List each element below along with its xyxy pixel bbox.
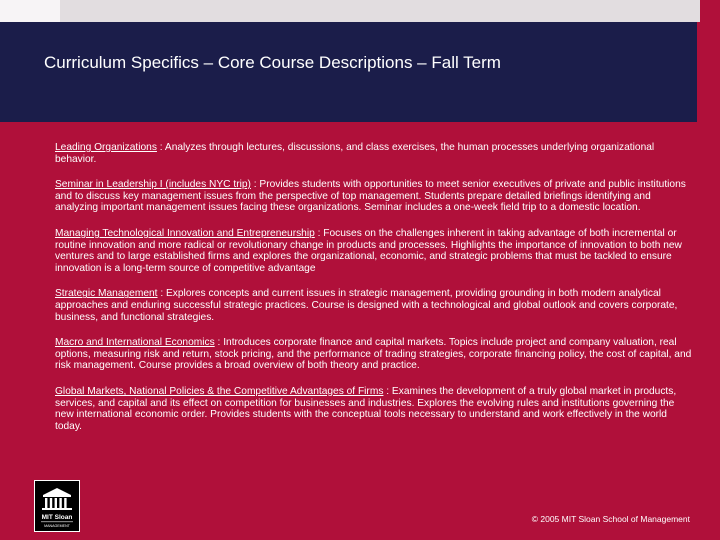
course-description: : Analyzes through lectures, discussions, and class exercises, the human processes underlying organizational behavior. [55,142,655,165]
course-macro-international-economics [55,337,692,372]
top-corner-block [0,0,60,22]
copyright-footer: © 2005 MIT Sloan School of Management [531,514,690,524]
logo-subtext: MANAGEMENT [44,524,70,528]
top-gray-band [60,0,700,22]
course-list [55,142,692,446]
course-description: : Examines the development of a truly global market in products, services, and capital and its effect on competition for businesses and industries. Explores the evolving rules and institutions governing the new international economic order. Provides students with the conceptual tools necessary to understand and work effectively in the world today. [55,385,677,432]
course-description: : Explores concepts and current issues in strategic management, providing grounding in both modern analytical approaches and enduring successful strategic practices. Course is designed with a technological and global outlook and covers corporate, business, and functional strategies. [55,288,678,323]
course-leading-organizations [55,142,692,165]
logo-graphic [35,481,79,531]
course-name: Managing Technological Innovation and Entrepreneurship [55,227,315,239]
course-description: : Introduces corporate finance and capital markets. Topics include project and company valuation, real options, measuring risk and return, stock pricing, and the performance of trading strategies, corporate financing policy, the cost of capital, and risk management. Course provides a broad overview of both theory and practice. [55,337,692,372]
course-name: Macro and International Economics [55,337,215,349]
course-global-markets [55,386,692,432]
course-name: Strategic Management [55,288,158,300]
page-title: Curriculum Specifics – Core Course Descriptions – Fall Term [44,53,501,72]
course-description: : Focuses on the challenges inherent in taking advantage of both incremental or routine innovation and more radical or revolutionary change in products and processes. Highlights the importance of innovation to both new ventures and to large established firms and explores the organizational, economic, and strategic problems that must be tackled to ensure innovation is a long-term source of competitive advantage [55,227,682,274]
course-managing-technological-innovation [55,228,692,274]
course-name: Leading Organizations [55,142,157,153]
course-name: Seminar in Leadership I (includes NYC trip) [55,179,251,191]
logo-text: MIT Sloan [41,514,73,521]
course-strategic-management [55,288,692,323]
mit-sloan-logo-icon [34,480,80,532]
course-description: : Provides students with opportunities to meet senior executives of private and public institutions and to discuss key management issues from the perspective of top management. Students prepare detailed briefings identifying and analyzing important management issues facing these organizations. Seminar includes a one-week field trip to a domestic location. [55,179,686,214]
course-seminar-in-leadership [55,179,692,214]
title-banner-edge [697,22,720,122]
course-name: Global Markets, National Policies & the Competitive Advantages of Firms [55,385,384,397]
